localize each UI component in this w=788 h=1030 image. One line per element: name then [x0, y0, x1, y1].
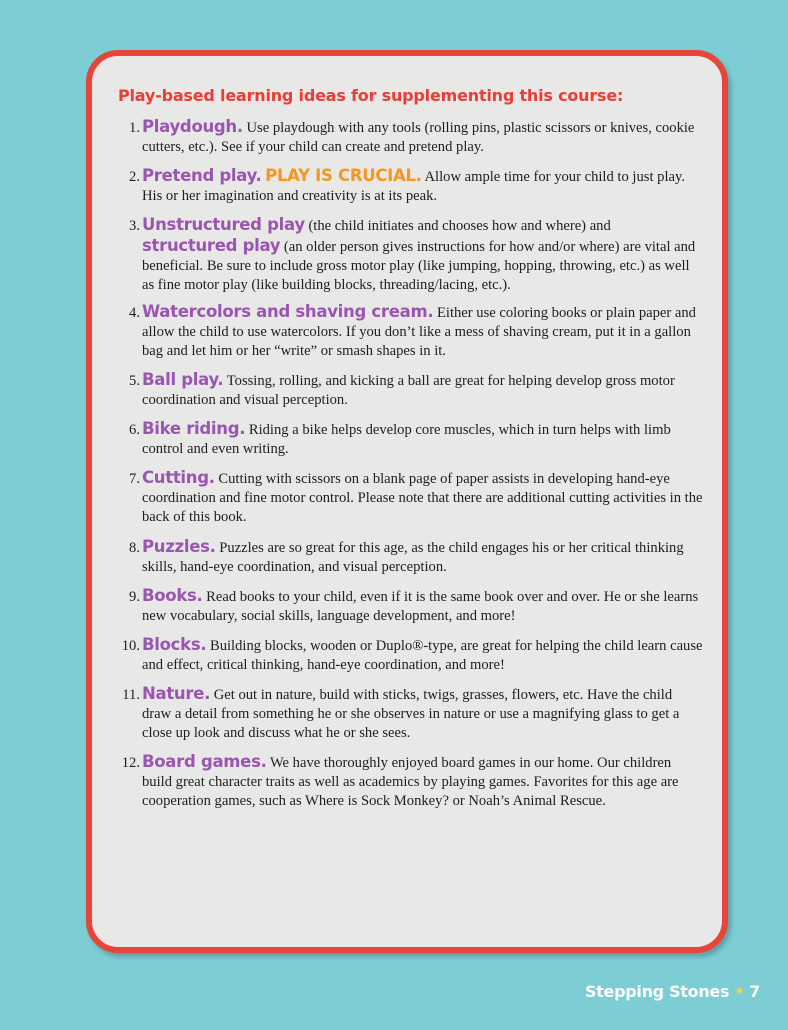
item-text: Get out in nature, build with sticks, twigs, grasses, flowers, etc. Have the child draw a detail from something he or she observes in nature or use a magnifying glass to get a close up look and discuss what he or she sees. — [142, 687, 680, 741]
item-text: Tossing, rolling, and kicking a ball are great for helping develop gross motor coordination and visual perception. — [142, 373, 675, 408]
list-item — [118, 166, 704, 206]
list-item — [118, 117, 704, 157]
list-item — [118, 302, 704, 361]
item-text: Allow ample time for your child to just play. His or her imagination and creativity is at its peak. — [142, 169, 685, 204]
item-title: Pretend play. — [142, 166, 262, 185]
item-number: 8. — [129, 540, 140, 556]
item-number: 11. — [122, 687, 140, 703]
list-item — [118, 635, 704, 675]
item-title: Board games. — [142, 752, 267, 771]
item-number: 9. — [129, 589, 140, 605]
item-text: Building blocks, wooden or Duplo®-type, are great for helping the child learn cause and effect, critical thinking, hand-eye coordination, and more! — [142, 638, 703, 673]
footer-separator: • — [734, 982, 745, 1001]
item-text-secondary: (an older person gives instructions for how and/or where) are vital and beneficial. Be sure to include gross motor play (like jumping, hopping, throwing, etc.) as well as fine motor play (like building blocks, threading/lacing, etc.). — [142, 239, 696, 293]
list-item — [118, 468, 704, 527]
item-number: 1. — [129, 120, 140, 136]
page-number: 7 — [749, 982, 760, 1001]
item-title: Ball play. — [142, 370, 224, 389]
item-number: 4. — [129, 305, 140, 321]
item-title: Puzzles. — [142, 537, 216, 556]
item-text: Either use coloring books or plain paper and allow the child to use watercolors. If you don’t like a mess of shaving cream, put it in a gallon bag and let him or her “write” or smash shapes in it. — [142, 305, 696, 359]
item-title: Books. — [142, 586, 203, 605]
item-title: Blocks. — [142, 635, 207, 654]
item-text: We have thoroughly enjoyed board games in our home. Our children build great character traits as well as academics by playing games. Favorites for this age are cooperation games, such as Where is Sock Monkey? or Noah’s Animal Rescue. — [142, 755, 679, 809]
item-text: Riding a bike helps develop core muscles, which in turn helps with limb control and even writing. — [142, 422, 671, 457]
item-text: Puzzles are so great for this age, as the child engages his or her critical thinking skills, hand-eye coordination, and visual perception. — [142, 540, 684, 575]
list-item — [118, 586, 704, 626]
list-item — [118, 684, 704, 743]
item-title: Bike riding. — [142, 419, 246, 438]
item-number: 5. — [129, 373, 140, 389]
item-number: 7. — [129, 471, 140, 487]
item-number: 3. — [129, 218, 140, 234]
item-number: 10. — [121, 638, 140, 654]
item-number: 6. — [129, 422, 140, 438]
list-item — [118, 537, 704, 577]
item-text: (the child initiates and chooses how and where) and — [304, 218, 611, 234]
list-item — [118, 419, 704, 459]
item-title: Watercolors and shaving cream. — [142, 302, 434, 321]
item-text: Use playdough with any tools (rolling pins, plastic scissors or knives, cookie cutters, etc.). See if your child can create and pretend play. — [142, 120, 695, 155]
book-title: Stepping Stones — [584, 982, 730, 1001]
page-footer — [585, 982, 760, 1001]
list-item — [118, 215, 704, 295]
item-text: Cutting with scissors on a blank page of paper assists in developing hand-eye coordination and fine motor control. Please note that there are additional cutting activities in the back of this book. — [142, 471, 703, 525]
item-number: 2. — [129, 169, 140, 185]
list-item — [118, 752, 704, 811]
item-number: 12. — [121, 755, 140, 771]
item-text: Read books to your child, even if it is the same book over and over. He or she learns new vocabulary, social skills, language development, and more! — [142, 589, 699, 624]
item-title: Unstructured play — [142, 215, 305, 234]
item-title-secondary: structured play — [142, 236, 281, 255]
item-emphasis: PLAY IS CRUCIAL. — [265, 166, 422, 185]
list-item — [118, 370, 704, 410]
section-heading: Play-based learning ideas for supplementing this course: — [118, 86, 624, 105]
item-title: Cutting. — [142, 468, 215, 487]
item-title: Nature. — [142, 684, 211, 703]
item-title: Playdough. — [142, 117, 243, 136]
